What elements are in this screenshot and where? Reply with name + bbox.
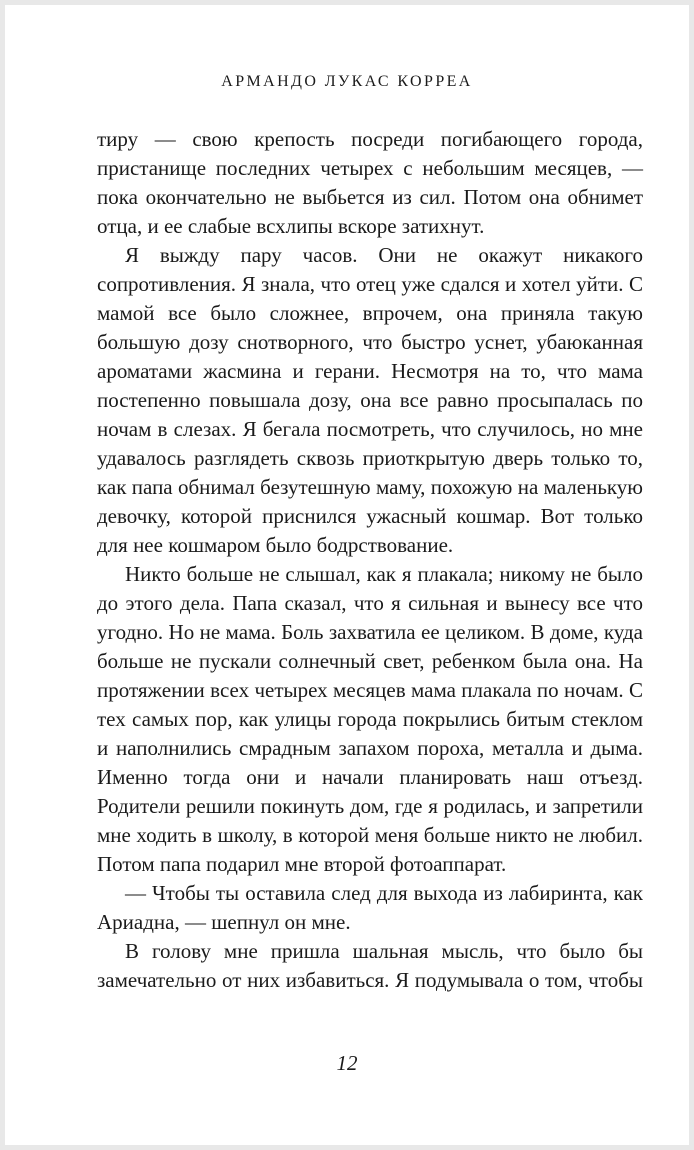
paragraph: — Чтобы ты оставила след для выхода из лабиринта, как Ариадна, — шепнул он мне. [97, 881, 643, 934]
book-page [5, 5, 689, 1145]
body-text [97, 125, 643, 995]
paragraph: Никто больше не слышал, как я плакала; никому не было до этого дела. Папа сказал, что я сильная и вынесу все что угодно. Но не мама. Боль захватила ее целиком. В доме, куда больше не пускали солнечный свет, ребенком была она. На протяжении всех четырех месяцев мама плакала по ночам. С тех самых пор, как улицы города покрылись битым стеклом и наполнились смрадным запахом пороха, металла и дыма. Именно тогда они и начали планировать наш отъезд. Родители решили покинуть дом, где я родилась, и запретили мне ходить в школу, в которой меня больше никто не любил. Потом папа подарил мне второй фотоаппарат. [97, 562, 643, 876]
paragraph: В голову мне пришла шальная мысль, что было бы замечательно от них избавиться. Я подумывала о том, чтобы [97, 939, 643, 992]
running-head: АРМАНДО ЛУКАС КОРРEA [221, 73, 473, 90]
page-number: 12 [336, 1051, 358, 1075]
paragraph: тиру — свою крепость посреди погибающего города, пристанище последних четырех с небольшим месяцев, — пока окончательно не выбьется из сил. Потом она обнимет отца, и ее слабые всхлипы вскоре затихнут. [97, 127, 643, 238]
paragraph: Я выжду пару часов. Они не окажут никакого сопротивления. Я знала, что отец уже сдался и хотел уйти. С мамой все было сложнее, впрочем, она приняла такую большую дозу снотворного, что быстро уснет, убаюканная ароматами жасмина и герани. Несмотря на то, что мама постепенно повышала дозу, она все равно просыпалась по ночам в слезах. Я бегала посмотреть, что случилось, но мне удавалось разглядеть сквозь приоткрытую дверь только то, как папа обнимал безутешную маму, похожую на маленькую девочку, которой приснился ужасный кошмар. Вот только для нее кошмаром было бодрствование. [97, 243, 643, 557]
